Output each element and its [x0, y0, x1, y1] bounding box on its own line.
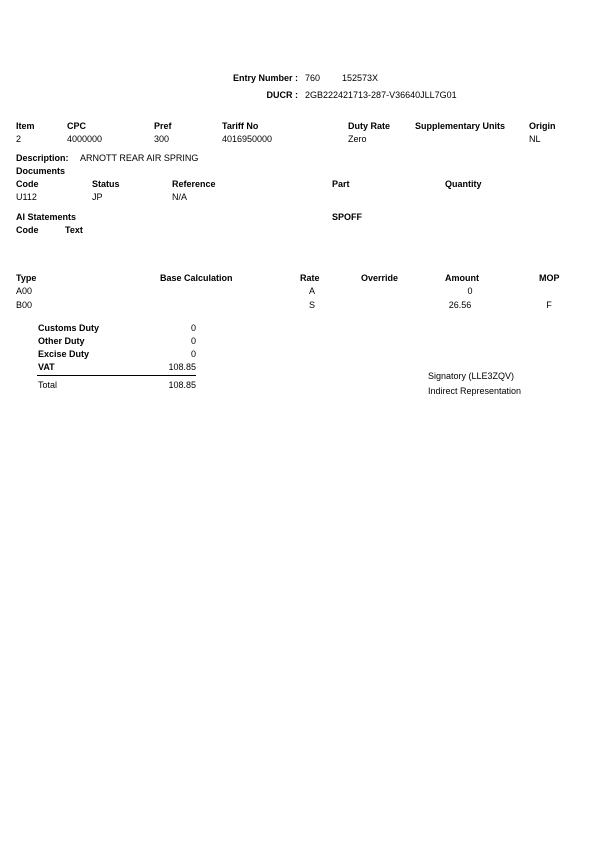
ai-code-header: Code [16, 225, 39, 235]
vat-value: 108.85 [168, 362, 196, 372]
entry-number-part1: 760 [305, 73, 321, 83]
tax-rate-header: Rate [300, 273, 320, 283]
tariff-no-header: Tariff No [222, 121, 259, 131]
signatory-line: Signatory (LLE3ZQV) [428, 371, 515, 381]
pref-header: Pref [154, 121, 172, 131]
description-label: Description: [16, 153, 69, 163]
cpc-value: 4000000 [67, 134, 103, 144]
documents-title: Documents [16, 166, 66, 176]
excise-duty-label: Excise Duty [38, 349, 90, 359]
doc-reference-header: Reference [172, 179, 216, 189]
doc-code-header: Code [16, 179, 39, 189]
tax-row-type: B00 [16, 300, 33, 310]
tax-amount-header: Amount [445, 273, 479, 283]
other-duty-label: Other Duty [38, 336, 85, 346]
customs-duty-label: Customs Duty [38, 323, 100, 333]
tax-row-type: A00 [16, 286, 33, 296]
tax-override-header: Override [361, 273, 399, 283]
tax-row-rate: A [308, 286, 315, 296]
representation-line: Indirect Representation [428, 386, 522, 396]
tax-row-amount: 0 [467, 286, 473, 296]
doc-quantity-header: Quantity [445, 179, 482, 189]
entry-number-label: Entry Number : [232, 73, 298, 83]
doc-status-value: JP [92, 192, 103, 202]
doc-code-value: U112 [16, 192, 37, 202]
duty-rate-value: Zero [348, 134, 367, 144]
item-header: Item [16, 121, 35, 131]
cpc-header: CPC [67, 121, 87, 131]
doc-reference-value: N/A [172, 192, 188, 202]
ducr-label: DUCR : [266, 90, 298, 100]
summary-divider [37, 375, 196, 376]
tax-row-amount: 26.56 [448, 300, 472, 310]
ducr-value: 2GB222421713-287-V36640JLL7G01 [305, 90, 457, 100]
tax-row-mop: F [546, 300, 552, 310]
doc-status-header: Status [92, 179, 120, 189]
vat-label: VAT [38, 362, 55, 372]
pref-value: 300 [154, 134, 170, 144]
duty-rate-header: Duty Rate [348, 121, 391, 131]
description-value: ARNOTT REAR AIR SPRING [80, 153, 199, 163]
total-label: Total [38, 380, 58, 390]
excise-duty-value: 0 [190, 349, 196, 359]
origin-value: NL [529, 134, 541, 144]
entry-number-part2: 152573X [342, 73, 379, 83]
item-value: 2 [16, 134, 22, 144]
origin-header: Origin [529, 121, 556, 131]
supplementary-units-header: Supplementary Units [415, 121, 506, 131]
other-duty-value: 0 [190, 336, 196, 346]
tax-type-header: Type [16, 273, 37, 283]
tax-mop-header: MOP [539, 273, 560, 283]
tax-row-rate: S [308, 300, 315, 310]
total-value: 108.85 [168, 380, 196, 390]
tariff-no-value: 4016950000 [222, 134, 273, 144]
tax-base-calculation-header: Base Calculation [160, 273, 233, 283]
spoff-label: SPOFF [332, 212, 363, 222]
ai-text-header: Text [65, 225, 83, 235]
customs-duty-value: 0 [190, 323, 196, 333]
ai-statements-title: AI Statements [16, 212, 77, 222]
doc-part-header: Part [332, 179, 350, 189]
